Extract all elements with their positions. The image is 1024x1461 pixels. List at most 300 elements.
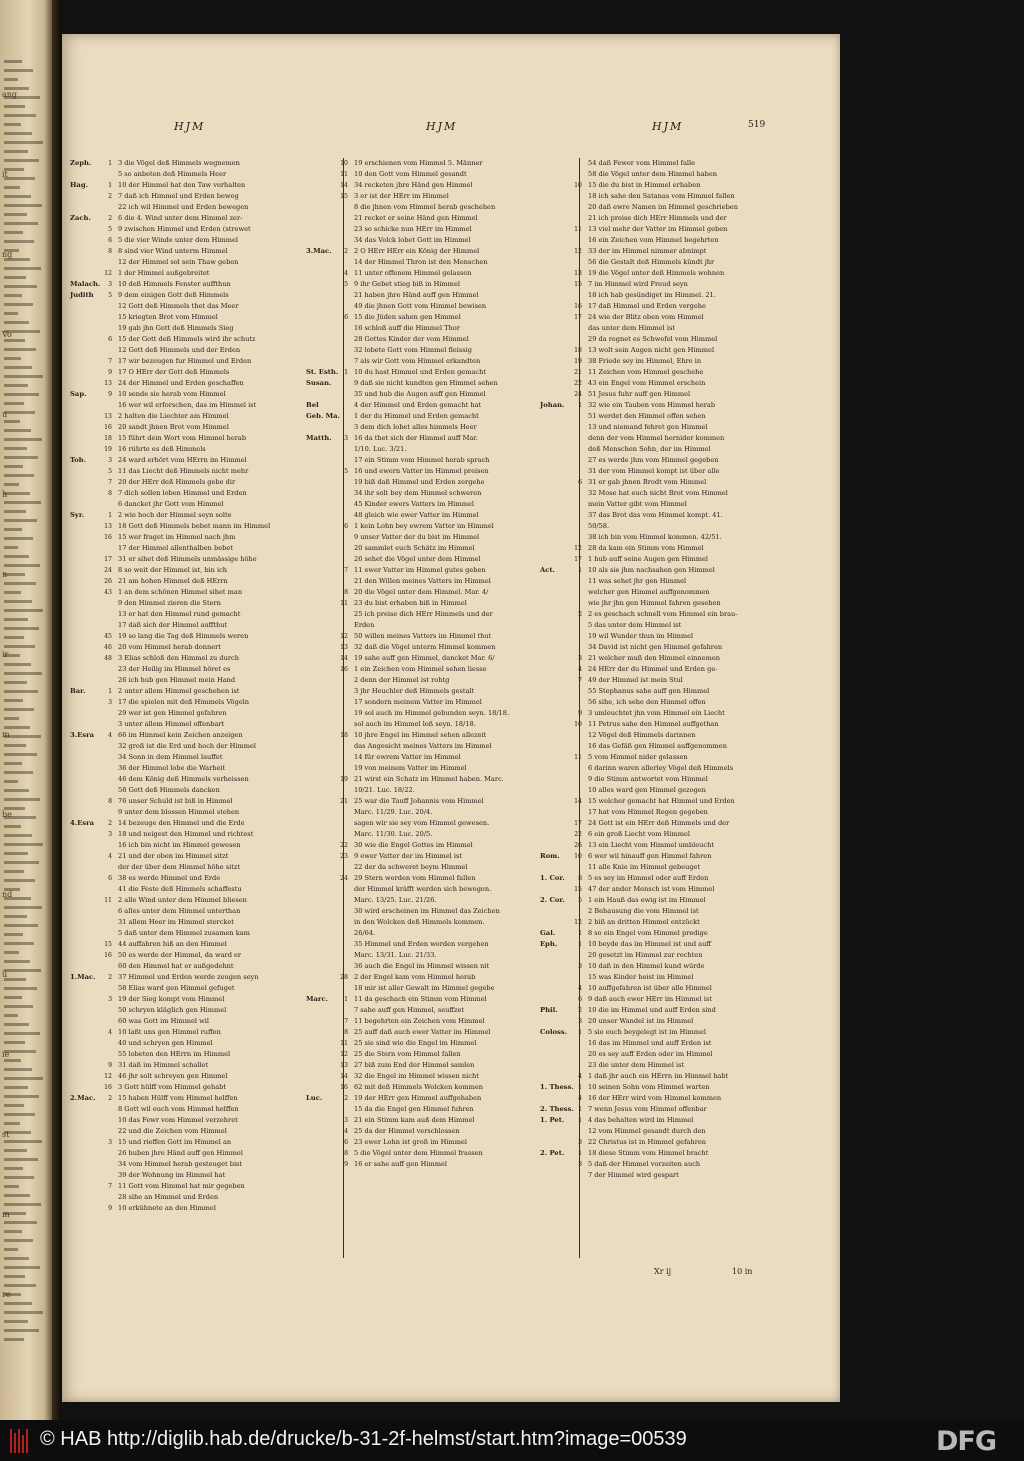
chapter-number: 14 [574,798,582,805]
entry-text: 20 vom Himmel herab donnert [118,643,221,651]
index-entry [306,433,580,444]
index-entry [350,543,580,554]
chapter-number: 1 [578,1117,582,1124]
prev-page-line [4,1293,21,1296]
entry-text: 8 sind vier Wind unterm Himmel [118,247,228,255]
entry-text: 58 Gott deß Himmels dancken [118,786,220,794]
entry-text: 27 biß zum End der Himmel samlen [354,1061,475,1069]
index-entry [104,642,344,653]
chapter-number: 16 [340,666,348,673]
entry-text: 5 daß unter dem Himmel zusamen kam [118,929,250,937]
prev-page-line [4,942,34,945]
chapter-number: 6 [344,523,348,530]
entry-text: 5 daß der Himmel vorzeiten auch [588,1160,701,1168]
entry-text: 10 jhre Engel im Himmel sehen allezeit [354,731,487,739]
entry-text: 26/64. [354,929,376,937]
entry-text: 6 ein groß Liecht vom Himmel [588,830,690,838]
index-entry [574,752,814,763]
chapter-number: 2 [344,1095,348,1102]
entry-text: 28 da kam ein Stimm vom Himmel [588,544,704,552]
entry-text: 50 willen meines Vatters im Himmel thut [354,632,492,640]
chapter-number: 9 [108,369,112,376]
prev-page-line [4,780,18,783]
chapter-number: 24 [574,391,582,398]
index-entry [584,334,814,345]
entry-text: 10 seinen Sohn vom Himmel warten [588,1083,710,1091]
chapter-number: 8 [108,248,112,255]
chapter-number: 15 [574,281,582,288]
entry-text: 2 O HErr HErr ein König der Himmel [354,247,480,255]
index-entry [344,466,580,477]
chapter-number: 2 [108,215,112,222]
chapter-number: 13 [574,270,582,277]
prev-page-line [4,636,24,639]
entry-text: 60 was Gott im Himmel wil [118,1017,209,1025]
prev-page-line [4,294,22,297]
index-entry [104,532,344,543]
prev-page-line [4,1059,21,1062]
index-entry [578,961,814,972]
index-entry [114,928,344,939]
index-entry [340,1060,580,1071]
book-abbrev: Gal. [540,929,556,937]
entry-text: 36 auch die Engel im Himmel wissen nit [354,962,490,970]
prev-page-line [4,1194,30,1197]
entry-text: 34 das Volck lobet Gott im Himmel [354,236,471,244]
entry-text: 22 und die Zeichen vom Himmel [118,1127,227,1135]
index-entry [306,378,580,389]
chapter-number: 4 [108,732,112,739]
hab-logo-icon [10,1429,30,1453]
book-abbrev: Johan. [540,401,565,409]
prev-page-line [4,132,32,135]
entry-text: 11 da geschach ein Stimm vom Himmel [354,995,487,1003]
entry-text: 16 rührte es deß Himmels [118,445,206,453]
prev-page-line [4,870,24,873]
prev-page-line [4,1185,19,1188]
chapter-number: 3 [578,963,582,970]
chapter-number: 19 [340,776,348,783]
index-entry [350,719,580,730]
entry-text: in den Wolcken deß Himmels kommen. [354,918,485,926]
chapter-number: 1 [578,1106,582,1113]
chapter-number: 10 [574,182,582,189]
index-entry [104,1071,344,1082]
entry-text: 19 wil Wunder thun im Himmel [588,632,694,640]
entry-text: 21 ein Stimm kam auß dem Himmel [354,1116,475,1124]
index-entry [584,488,814,499]
index-entry [584,433,814,444]
prev-page-line [4,510,26,513]
entry-text: 9 ewer Vatter der im Himmel ist [354,852,462,860]
index-entry [104,1082,344,1093]
prev-page-line [4,906,42,909]
prev-page-text: st [2,1130,10,1139]
entry-text: 32 Mose hat euch nicht Brot vom Himmel [588,489,728,497]
entry-text: 2 denn der Himmel ist rohtg [354,676,450,684]
chapter-number: 15 [574,886,582,893]
entry-text: 16 der HErr wird vom Himmel kommen [588,1094,722,1102]
chapter-number: 8 [344,589,348,596]
index-entry [70,818,344,829]
chapter-number: 17 [574,556,582,563]
index-entry [340,1049,580,1060]
index-entry [574,818,814,829]
prev-page-line [4,1158,38,1161]
chapter-number: 1 [108,182,112,189]
index-entry [114,1192,344,1203]
prev-page-line [4,987,37,990]
index-entry [340,598,580,609]
chapter-number: 12 [574,919,582,926]
entry-text: sol auch im Himmel loß seyn. 18/18. [354,720,476,728]
chapter-number: 6 [344,1139,348,1146]
chapter-number: 11 [340,600,348,607]
index-entry [306,411,580,422]
entry-text: 51 Jesus fuhr auff gen Himmel [588,390,691,398]
book-abbrev: Syr. [70,511,85,519]
entry-text: 20 die Vögel unter dem Himmel. Mar. 4/ [354,588,489,596]
index-entry [584,598,814,609]
index-entry [108,334,344,345]
prev-page-line [4,915,27,918]
entry-text: Marc. 13/25. Luc. 21/26. [354,896,437,904]
index-entry [104,653,344,664]
index-entry [104,576,344,587]
prev-page-line [4,753,37,756]
entry-text: sagen wir sie sey vom Himmel gewesen. [354,819,490,827]
entry-text: 1 ein Hauß das ewig ist im Himmel [588,896,706,904]
entry-text: 58 Elias ward gen Himmel gefuget [118,984,235,992]
index-entry [114,763,344,774]
chapter-number: 13 [104,523,112,530]
prev-page-line [4,1257,29,1260]
entry-text: 8 so weit der Himmel ist, bin ich [118,566,228,574]
index-entry [340,796,580,807]
entry-text: deß Menschen Sohn, der im Himmel [588,445,711,453]
entry-text: 3 dem dich lobet alles himmels Heer [354,423,477,431]
entry-text: 16 und ewern Vatter im Himmel preisen [354,467,489,475]
prev-page-line [4,618,28,621]
entry-text: 5 das unter dem Himmel ist [588,621,682,629]
index-entry [574,224,814,235]
chapter-number: 17 [104,556,112,563]
entry-text: 10 die im Himmel und auff Erden sind [588,1006,716,1014]
entry-text: 36 der Himmel lobe die Warheit [118,764,226,772]
entry-text: 4 das behalten wird im Himmel [588,1116,694,1124]
entry-text: 56 sihe, ich sehe den Himmel offen [588,698,706,706]
entry-text: 8 so ein Engel vom Himmel predige [588,929,708,937]
entry-text: 1 der Himmel außgebreitet [118,269,210,277]
index-entry [584,1060,814,1071]
index-entry [108,1181,344,1192]
entry-text: 20 sammlet euch Schätz im Himmel [354,544,475,552]
chapter-number: 11 [574,754,582,761]
chapter-number: 3 [578,1018,582,1025]
chapter-number: 10 [340,160,348,167]
prev-page-line [4,483,19,486]
entry-text: 32 groß ist die Erd und hoch der Himmel [118,742,256,750]
entry-text: 10 als sie jhm nachsahen gen Himmel [588,566,715,574]
credit-link[interactable]: © HAB http://diglib.hab.de/drucke/b-31-2f-helmst/start.htm?image=00539 [40,1428,687,1450]
book-abbrev: Act. [540,566,555,574]
index-entry [540,1082,814,1093]
index-entry [340,664,580,675]
chapter-number: 12 [574,545,582,552]
prev-page-line [4,1275,25,1278]
index-entry [350,224,580,235]
entry-text: 24 HErr der du Himmel und Erden ge- [588,665,718,673]
chapter-number: 46 [104,644,112,651]
index-entry [574,301,814,312]
chapter-number: 16 [104,424,112,431]
index-entry [350,323,580,334]
prev-page-line [4,564,40,567]
chapter-number: 8 [344,1029,348,1036]
chapter-number: 18 [574,347,582,354]
entry-text: 22 ich wil Himmel und Erden bewegen [118,203,249,211]
entry-text: 16 ein Zeichen vom Himmel begehrten [588,236,719,244]
entry-text: denn der vom Himmel hernider kommen [588,434,725,442]
prev-page-line [4,141,43,144]
prev-page-line [4,852,28,855]
entry-text: 21 am hohen Himmel deß HErrn [118,577,228,585]
chapter-number: 3 [578,655,582,662]
index-entry [114,1038,344,1049]
book-abbrev: Hag. [70,181,88,189]
prev-page-line [4,762,22,765]
index-entry [108,1203,344,1214]
index-entry [350,532,580,543]
index-entry [584,741,814,752]
chapter-number: 22 [574,831,582,838]
index-entry [306,994,580,1005]
chapter-number: 3 [578,1139,582,1146]
entry-text: 13 ein Liecht vom Himmel umbleucht [588,841,714,849]
prev-page-line [4,1212,26,1215]
chapter-number: 8 [344,1150,348,1157]
book-abbrev: 3.Mac. [306,247,332,255]
entry-text: 25 die Stern vom Himmel fallen [354,1050,461,1058]
index-entry [350,488,580,499]
running-head-col1: HJM [174,120,206,133]
prev-page-line [4,1050,36,1053]
prev-page-line [4,528,22,531]
entry-text: 12 der Himmel sol sein Thaw geben [118,258,239,266]
index-entry [344,1137,580,1148]
entry-text: 5 vom Himmel nider gelassen [588,753,688,761]
entry-text: 50 es werde der Himmel, da ward er [118,951,242,959]
entry-text: 32 daß die Vögel unterm Himmel kommen [354,643,496,651]
entry-text: 6 darinn waren allerley Vögel deß Himmels [588,764,734,772]
entry-text: 10 alles ward gen Himmel gezogen [588,786,706,794]
prev-page-text: ng [2,250,13,259]
chapter-number: 4 [108,1029,112,1036]
index-entry [108,235,344,246]
index-entry [574,829,814,840]
book-gutter [52,0,62,1420]
book-abbrev: Luc. [306,1094,323,1102]
entry-text: 12 Gott deß Himmels und der Erden [118,346,241,354]
prev-page-text: re [2,1290,11,1299]
index-entry [584,158,814,169]
book-abbrev: Judith [70,291,94,299]
entry-text: 19 sahe auff gen Himmel, dancket Mar. 6/ [354,654,495,662]
entry-text: 10/21. Luc. 18/22. [354,786,415,794]
entry-text: 31 daß im Himmel schallet [118,1061,209,1069]
chapter-number: 5 [108,468,112,475]
entry-text: 19 so lang die Tag deß Himmels weren [118,632,249,640]
index-entry [578,983,814,994]
entry-text: 24 wie der Blitz oben vom Himmel [588,313,704,321]
index-entry [584,1038,814,1049]
book-abbrev: Rom. [540,852,560,860]
index-entry [350,477,580,488]
index-entry [114,323,344,334]
book-abbrev: Zach. [70,214,91,222]
entry-text: 24 der Himmel und Erden geschaffen [118,379,244,387]
index-entry [344,521,580,532]
chapter-number: 4 [578,666,582,673]
entry-text: 35 und hub die Augen auff gen Himmel [354,390,486,398]
entry-text: 32 die Engel im Himmel wissen nicht [354,1072,479,1080]
index-entry [114,752,344,763]
chapter-number: 7 [108,1183,112,1190]
chapter-number: 21 [574,369,582,376]
chapter-number: 2 [578,1007,582,1014]
chapter-number: 19 [104,446,112,453]
chapter-number: 14 [340,655,348,662]
prev-page-line [4,537,33,540]
chapter-number: 1 [578,1150,582,1157]
prev-page-line [4,1176,34,1179]
chapter-number: 7 [344,567,348,574]
index-entry [350,741,580,752]
index-entry [350,499,580,510]
entry-text: 43 ein Engel vom Himmel erschein [588,379,706,387]
entry-text: 17 daß sich der Himmel auffthut [118,621,228,629]
entry-text: 9 ihr Gebet stieg biß in Himmel [354,280,460,288]
index-entry [350,708,580,719]
index-entry [350,257,580,268]
entry-text: 41 die Feste deß Himmels schaffestu [118,885,242,893]
entry-text: 7 daß ich Himmel und Erden beweg [118,192,239,200]
entry-text: 15 welcher gemacht hat Himmel und Erden [588,797,735,805]
index-entry [108,796,344,807]
prev-page-line [4,591,21,594]
index-entry [108,356,344,367]
prev-page-line [4,960,30,963]
entry-text: 40 und schryen gen Himmel [118,1039,213,1047]
entry-text: 2 der Engel kam vom Himmel herab [354,973,476,981]
prev-page-line [4,681,27,684]
index-entry [108,477,344,488]
chapter-number: 6 [344,314,348,321]
entry-text: 37 Himmel und Erden werde zeugen seyn [118,973,259,981]
index-entry [344,1126,580,1137]
index-entry [350,213,580,224]
prev-page-line [4,654,20,657]
entry-text: 17 der Himmel allenthalben bebet [118,544,233,552]
index-entry [340,972,580,983]
entry-text: 26 huben jhre Händ auff gen Himmel [118,1149,243,1157]
prev-page-line [4,60,22,63]
chapter-number: 5 [108,226,112,233]
entry-text: 55 Stephanus sahe auff gen Himmel [588,687,710,695]
index-entry [104,565,344,576]
index-entry [584,774,814,785]
prev-page-line [4,609,43,612]
entry-text: 54 daß Fewer vom Himmel falle [588,159,696,167]
prev-page-line [4,717,19,720]
chapter-number: 19 [574,358,582,365]
prev-page-line [4,249,19,252]
index-entry [70,510,344,521]
book-abbrev: 2.Mac. [70,1094,96,1102]
index-entry [70,686,344,697]
chapter-number: 16 [574,303,582,310]
chapter-number: 1 [344,996,348,1003]
index-entry [584,730,814,741]
chapter-number: 13 [340,644,348,651]
index-entry [584,521,814,532]
index-entry [350,422,580,433]
chapter-number: 16 [104,952,112,959]
entry-text: 2 wie hoch der Himmel seyn solte [118,511,232,519]
entry-text: 10 der Himmel hat den Taw verhalten [118,181,246,189]
chapter-number: 21 [340,798,348,805]
entry-text: 31 er gab jhnen Brodt vom Himmel [588,478,707,486]
prev-page-line [4,267,41,270]
chapter-number: 2 [578,611,582,618]
index-entry [104,268,344,279]
prev-page-line [4,177,35,180]
index-entry [104,587,344,598]
entry-text: 31 der vom Himmel kompt ist über alle [588,467,720,475]
chapter-number: 1 [578,1084,582,1091]
prev-page-line [4,411,35,414]
prev-page-line [4,1131,31,1134]
prev-page-line [4,447,27,450]
entry-text: welcher gen Himmel auffgenommen [588,588,710,596]
entry-text: 11 begehrten ein Zeichen vom Himmel [354,1017,485,1025]
entry-text: 13 er hat den Himmel rund gemacht [118,610,241,618]
chapter-number: 4 [578,1095,582,1102]
folio-number: 519 [748,120,766,130]
index-entry [114,620,344,631]
entry-text: 1/10. Luc. 3/21. [354,445,407,453]
entry-text: 13 wolt sein Augen nicht gen Himmel [588,346,715,354]
entry-text: 15 führt dein Wort vom Himmel herab [118,434,247,442]
chapter-number: 11 [340,1040,348,1047]
running-head-col3: HJM [652,120,684,133]
entry-text: 49 der Himmel ist mein Stul [588,676,683,684]
entry-text: 11 das Liecht deß Himmels nicht mehr [118,467,249,475]
entry-text: 17 ein Stimm vom Himmel herab sprach [354,456,490,464]
prev-page-line [4,159,39,162]
index-entry [70,213,344,224]
entry-text: 45 Kinder ewers Vatters im Himmel [354,500,474,508]
index-entry [578,1159,814,1170]
index-entry [114,961,344,972]
prev-page-line [4,933,23,936]
entry-text: 25 da der Himmel verschlossen [354,1127,460,1135]
prev-page-line [4,402,24,405]
entry-text: 66 im Himmel kein Zeichen anzeigen [118,731,243,739]
prev-page-line [4,222,38,225]
index-entry [584,411,814,422]
chapter-number: 11 [340,171,348,178]
